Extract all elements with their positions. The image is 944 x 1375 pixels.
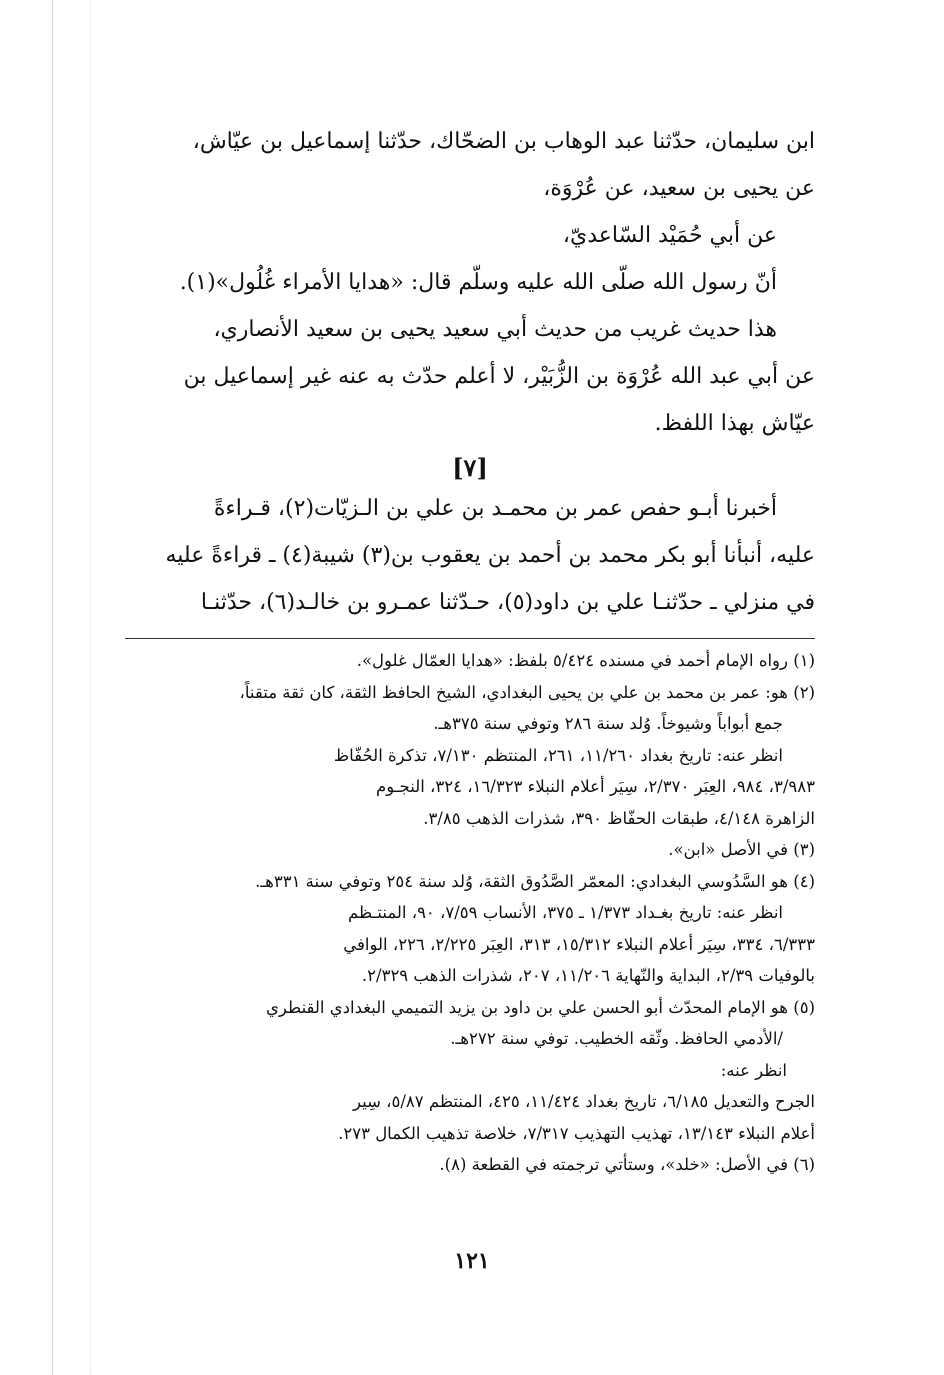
body-line: عن أبي حُمَيْد السّاعديّ، [562,223,777,248]
page-number: ١٢١ [454,1248,490,1274]
footnote-line: (١) رواه الإمام أحمد في مسنده ٥/٤٢٤ بلفظ: «هدايا العمّال غلول». [356,651,815,670]
footnote-line: الجرح والتعديل ٦/١٨٥، تاريخ بغداد ١١/٤٢٤، ٤٢٥، المنتظم ٥/٨٧، سِير [353,1092,815,1111]
footnote-line: (٦) في الأصل: «خلد»، وستأتي ترجمته في القطعة (٨). [439,1155,815,1174]
body-line: أنّ رسول الله صلّى الله عليه وسلّم قال: «هدايا الأمراء غُلُول»(١). [179,270,777,295]
body-line: عن أبي عبد الله عُرْوَة بن الزُّبَيْر، لا أعلم حدّث به عنه غير إسماعيل بن [183,364,815,389]
body-line: هذا حديث غريب من حديث أبي سعيد يحيى بن سعيد الأنصاري، [213,317,777,342]
footnote-line: انظر عنه: [720,1060,787,1080]
footnote-line: انظر عنه: تاريخ بغداد ١١/٢٦٠، ٢٦١، المنتظم ٧/١٣٠، تذكرة الحُفّاظ [333,745,783,765]
footnote-line: /الأدمي الحافظ. وثّقه الخطيب. توفي سنة ٢٧٢هـ. [450,1029,783,1048]
footnote-line: ٦/٣٣٣، ٣٣٤، سِيَر أعلام النبلاء ١٥/٣١٢، ٣١٣، العِبَر ٢/٢٢٥، ٢٢٦، الوافي [343,934,815,954]
page-binding-line-faint [90,0,91,1375]
body-line: عليه، أنبأنا أبو بكر محمد بن أحمد بن يعقوب بن(٣) شيبة(٤) ـ قراءةً عليه [165,543,815,568]
footnotes [125,645,815,1181]
body-line: ابن سليمان، حدّثنا عبد الوهاب بن الضحّاك، حدّثنا إسماعيل بن عيّاش، [192,129,815,154]
footnote-line: (٤) هو السَّدُوسي البغدادي: المعمّر الصَّدُوق الثقة، وُلد سنة ٢٥٤ وتوفي سنة ٣٣١هـ. [255,871,815,891]
footnote-line: الزاهرة ٤/١٤٨، طبقات الحفّاظ ٣٩٠، شذرات الذهب ٣/٨٥. [423,808,815,828]
footnote-line: أعلام النبلاء ١٣/١٤٣، تهذيب التهذيب ٧/٣١٧، خلاصة تذهيب الكمال ٢٧٣. [338,1123,815,1143]
body-line: في منزلي ـ حدّثنـا علي بن داود(٥)، حـدّثنا عمـرو بن خالـد(٦)، حدّثنـا [200,590,815,615]
footnote-line: (٢) هو: عمر بن محمد بن علي بن يحيى البغدادي، الشيخ الحافظ الثقة، كان ثقة متقناً، [239,682,815,702]
footnote-line: جمع أبواباً وشيوخاً. وُلد سنة ٢٨٦ وتوفي سنة ٣٧٥هـ. [433,714,783,733]
footnote-line: (٥) هو الإمام المحدّث أبو الحسن علي بن داود بن يزيد التميمي البغدادي القنطري [266,997,815,1017]
footnote-separator [125,638,815,639]
body-text [125,118,815,626]
section-number: [٧] [452,453,488,482]
footnote-line: انظر عنه: تاريخ بغـداد ١/٣٧٣ ـ ٣٧٥، الأنساب ٧/٥٩، ٩٠، المنتـظم [348,903,783,922]
body-line: عيّاش بهذا اللفظ. [654,411,815,436]
footnote-line: بالوفيات ٢/٣٩، البداية والنّهاية ١١/٢٠٦، ٢٠٧، شذرات الذهب ٢/٣٢٩. [361,966,815,985]
page-content [125,118,815,1181]
body-line: أخبرنا أبـو حفص عمر بن محمـد بن علي بن الـزيّات(٢)، قـراءةً [213,496,777,521]
body-line: عن يحيى بن سعيد، عن عُرْوَة، [543,176,815,201]
page-binding-line [52,0,53,1375]
footnote-line: ٣/٩٨٣، ٩٨٤، العِبَر ٢/٣٧٠، سِيَر أعلام النبلاء ١٦/٣٢٣، ٣٢٤، النجـوم [375,777,815,796]
footnote-line: (٣) في الأصل «ابن». [668,840,815,859]
